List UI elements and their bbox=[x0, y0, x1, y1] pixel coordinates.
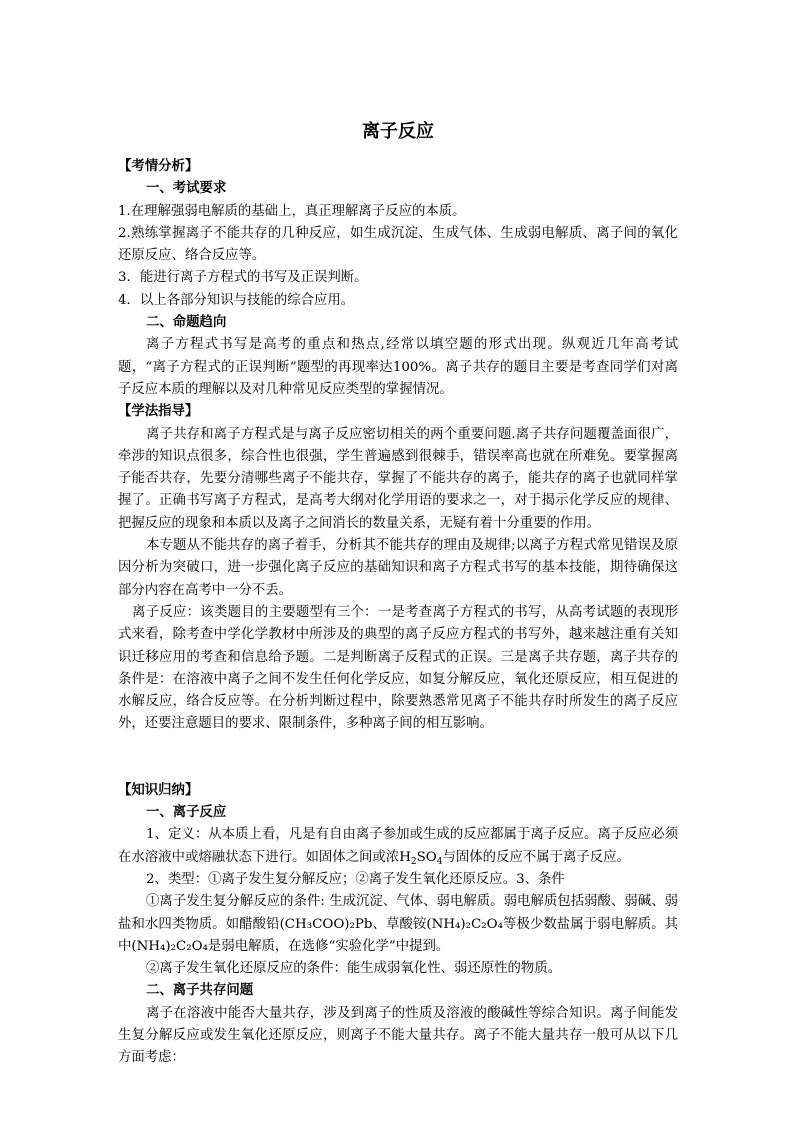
method-paragraph-2: 本专题从不能共存的离子着手，分析其不能共存的理由及规律;以离子方程式常见错误及原因分析为突破口，进一步强化离子反应的基础知识和离子方程式书写的基本技能，期待确保这部分内容在高考中一分不丢。 bbox=[118, 538, 678, 598]
section-spacer bbox=[118, 736, 678, 780]
requirement-item-2: 2.熟练掌握离子不能共存的几种反应，如生成沉淀、生成气体、生成弱电解质、离子间的氧化还原反应、络合反应等。 bbox=[118, 225, 678, 264]
definition-paragraph bbox=[118, 824, 678, 869]
requirement-item-3: 3．能进行离子方程式的书写及正误判断。 bbox=[118, 270, 368, 286]
requirement-item-1: 1.在理解强弱电解质的基础上，真正理解离子反应的本质。 bbox=[118, 203, 466, 219]
requirement-item-4: 4．以上各部分知识与技能的综合应用。 bbox=[118, 292, 355, 308]
coexistence-paragraph: 离子在溶液中能否大量共存，涉及到离子的性质及溶液的酸碱性等综合知识。离子间能发生复分解反应或发生氧化还原反应，则离子不能大量共存。离子不能大量共存一般可从以下几方面考虑： bbox=[118, 1005, 678, 1066]
method-paragraph-1: 离子共存和离子方程式是与离子反应密切相关的两个重要问题.离子共存问题覆盖面很广，牵涉的知识点很多，综合性也很强，学生普遍感到很棘手，错误率高也就在所难免。要掌握离子能否共存，先要分清哪些离子不能共存，掌握了不能共存的离子，能共存的离子也就同样掌握了。正确书写离子方程式，是高考大纲对化学用语的要求之一，对于揭示化学反应的规律、把握反应的现象和本质以及离子之间消长的数量关系，无疑有着十分重要的作用。 bbox=[118, 426, 678, 531]
condition-paragraph-1: ①离子发生复分解反应的条件: 生成沉淀、气体、弱电解质。弱电解质包括弱酸、弱碱、弱盐和水四类物质。如醋酸铅(CH₃COO)₂Pb、草酸铵(NH₄)₂C₂O₄等极少数盐属于弱电解质。其中(NH₄)₂C₂O₄是弱电解质，在选修“实验化学”中提到。 bbox=[118, 894, 678, 954]
document-title: 离子反应 bbox=[362, 121, 434, 142]
definition-subscript-1: 2 bbox=[410, 856, 417, 867]
subheading-coexistence: 二、离子共存问题 bbox=[146, 983, 254, 999]
definition-text-mid: SO bbox=[416, 849, 437, 865]
subheading-exam-requirements: 一、考试要求 bbox=[146, 181, 227, 197]
definition-subscript-2: 4 bbox=[436, 856, 443, 867]
subheading-ion-reaction: 一、离子反应 bbox=[146, 805, 227, 821]
section-heading-method: 【学法指导】 bbox=[118, 404, 199, 420]
types-paragraph: 2、类型：①离子发生复分解反应；②离子发生氧化还原反应。3、条件 bbox=[146, 871, 565, 887]
section-heading-analysis: 【考情分析】 bbox=[118, 159, 199, 174]
subheading-trend: 二、命题趋向 bbox=[146, 315, 227, 331]
trend-paragraph: 离子方程式书写是高考的重点和热点,经常以填空题的形式出现。纵观近几年高考试题，“离子方程式的正误判断”题型的再现率达100%。离子共存的题目主要是考查同学们对离子反应本质的理解以及对几种常见反应类型的掌握情况。 bbox=[118, 337, 678, 397]
method-paragraph-3: 离子反应：该类题目的主要题型有三个：一是考查离子方程式的书写，从高考试题的表现形式来看，除考查中学化学教材中所涉及的典型的离子反应方程式的书写外，越来越注重有关知识迁移应用的考查和信息给予题。二是判断离子反程式的正误。三是离子共存题，离子共存的条件是：在溶液中离子之间不发生任何化学反应，如复分解反应，氧化还原反应，相互促进的水解反应，络合反应等。在分析判断过程中，除要熟悉常见离子不能共存时所发生的离子反应外，还要注意题目的要求、限制条件，多种离子间的相互影响。 bbox=[118, 604, 678, 732]
condition-paragraph-2: ②离子发生氧化还原反应的条件：能生成弱氧化性、弱还原性的物质。 bbox=[146, 961, 562, 977]
document-page bbox=[118, 118, 678, 1070]
definition-text-post: 与固体的反应不属于离子反应。 bbox=[442, 849, 630, 865]
definition-text-pre: 1、定义：从本质上看，凡是有自由离子参加或生成的反应都属于离子反应。离子反应必须在水溶液中或熔融状态下进行。如固体之间或浓H bbox=[118, 827, 678, 865]
section-heading-knowledge: 【知识归纳】 bbox=[118, 782, 199, 798]
